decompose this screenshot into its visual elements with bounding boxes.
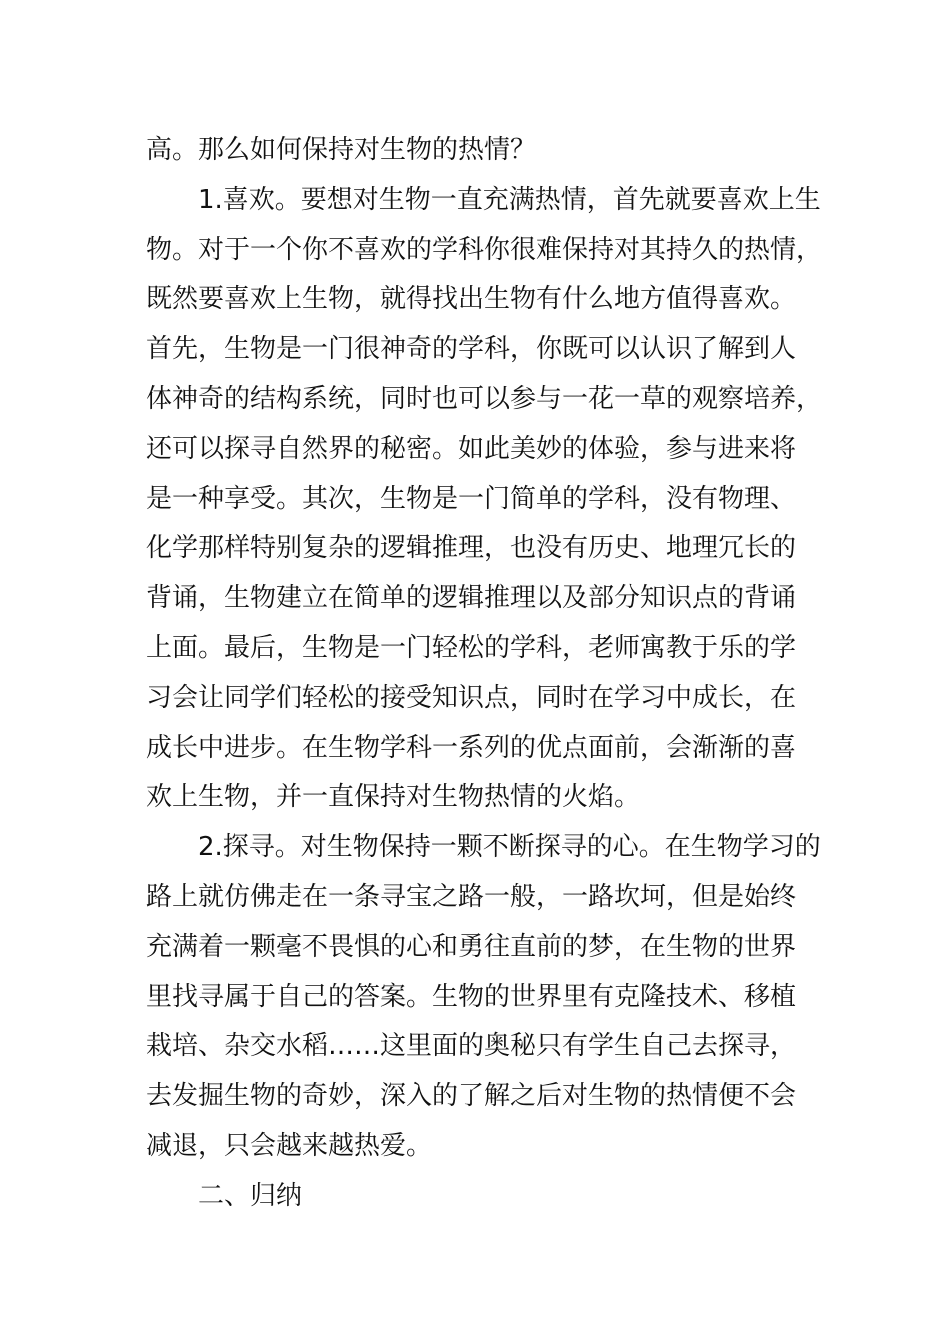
text-line: 充满着一颗毫不畏惧的心和勇往直前的梦，在生物的世界 bbox=[146, 931, 797, 962]
text-line: 既然要喜欢上生物，就得找出生物有什么地方值得喜欢。 bbox=[146, 284, 797, 315]
text-line: 1.喜欢。要想对生物一直充满热情，首先就要喜欢上生 bbox=[198, 184, 821, 215]
text-line: 背诵，生物建立在简单的逻辑推理以及部分知识点的背诵 bbox=[146, 583, 797, 614]
text-line: 栽培、杂交水稻……这里面的奥秘只有学生自己去探寻， bbox=[146, 1031, 797, 1062]
text-line: 2.探寻。对生物保持一颗不断探寻的心。在生物学习的 bbox=[198, 832, 821, 863]
section-heading: 二、归纳 bbox=[198, 1180, 303, 1211]
text-line: 上面。最后，生物是一门轻松的学科，老师寓教于乐的学 bbox=[146, 632, 797, 663]
body-text bbox=[146, 126, 823, 1222]
text-line: 去发掘生物的奇妙，深入的了解之后对生物的热情便不会 bbox=[146, 1081, 797, 1112]
text-line: 高。那么如何保持对生物的热情？ bbox=[146, 135, 537, 165]
text-line: 欢上生物，并一直保持对生物热情的火焰。 bbox=[146, 782, 641, 813]
text-line: 路上就仿佛走在一条寻宝之路一般，一路坎坷，但是始终 bbox=[146, 881, 797, 912]
text-line: 物。对于一个你不喜欢的学科你很难保持对其持久的热情， bbox=[146, 234, 823, 265]
text-line: 里找寻属于自己的答案。生物的世界里有克隆技术、移植 bbox=[146, 981, 797, 1012]
text-line: 习会让同学们轻松的接受知识点，同时在学习中成长，在 bbox=[146, 682, 797, 713]
text-line: 首先，生物是一门很神奇的学科，你既可以认识了解到人 bbox=[146, 334, 797, 365]
text-line: 成长中进步。在生物学科一系列的优点面前，会渐渐的喜 bbox=[146, 732, 797, 763]
text-line: 还可以探寻自然界的秘密。如此美妙的体验，参与进来将 bbox=[146, 433, 797, 464]
text-line: 化学那样特别复杂的逻辑推理，也没有历史、地理冗长的 bbox=[146, 533, 797, 564]
text-line: 减退，只会越来越热爱。 bbox=[146, 1130, 433, 1161]
text-line: 是一种享受。其次，生物是一门简单的学科，没有物理、 bbox=[146, 483, 797, 514]
text-line: 体神奇的结构系统，同时也可以参与一花一草的观察培养， bbox=[146, 383, 823, 414]
